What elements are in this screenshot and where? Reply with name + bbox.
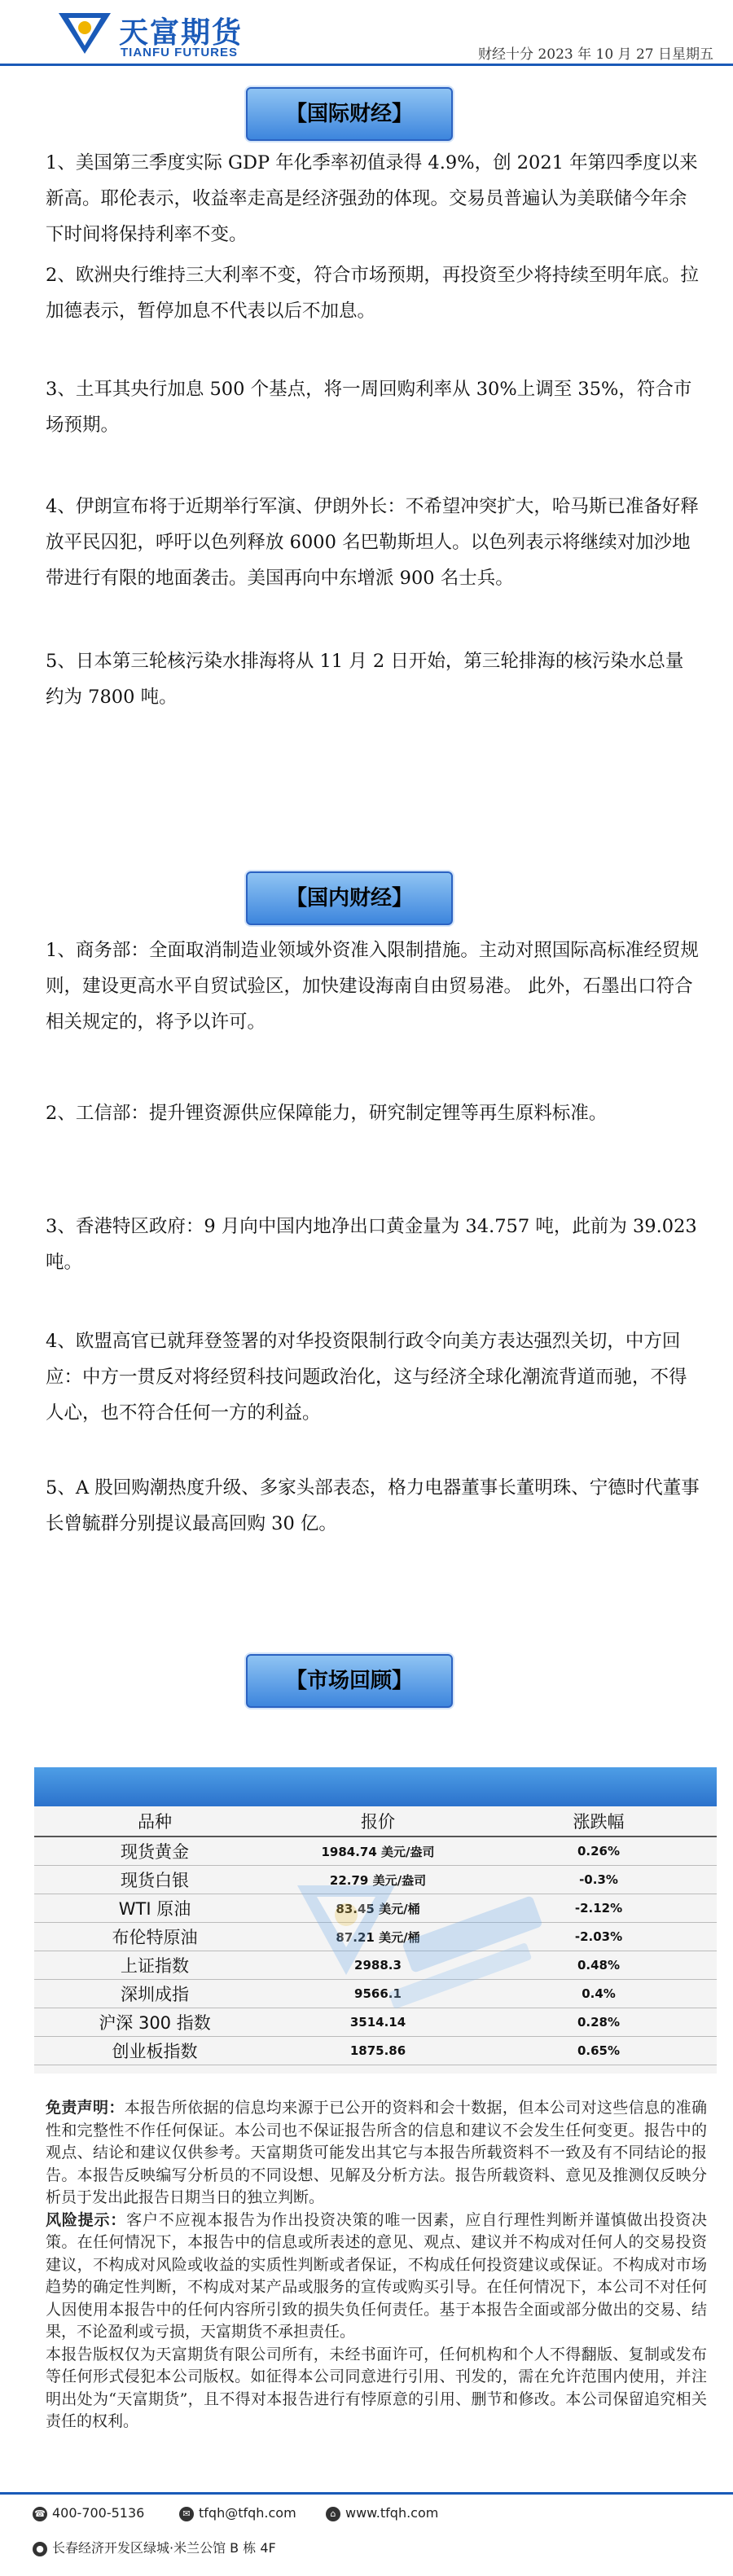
col-header-price: 报价 [275,1806,481,1837]
row-price: 1984.74 美元/盎司 [275,1837,481,1866]
dom-item-4: 4、欧盟高官已就拜登签署的对华投资限制行政令向美方表达强烈关切，中方回应：中方一贯反对将经贸科技问题政治化，这与经济全球化潮流背道而驰，不得人心，也不符合任何一方的利益。 [46,1331,687,1424]
report-date: 财经十分 2023 年 10 月 27 日星期五 [478,46,713,63]
row-price: 22.79 美元/盎司 [275,1866,481,1894]
table-row [34,1837,717,1866]
row-price: 2988.3 [275,1951,481,1980]
intl-item-1: 1、美国第三季度实际 GDP 年化季率初值录得 4.9%，创 2021 年第四季度以来新高。耶伦表示，收益率走高是经济强劲的体现。交易员普遍认为美联储今年余下时间将保持利率不变。 [46,152,698,245]
footer-divider [0,2492,733,2495]
row-change: 0.65% [481,2037,717,2065]
footer [0,2492,733,2576]
footer-email[interactable] [179,2505,296,2521]
row-change: -2.12% [481,1894,717,1923]
disclaimer-block [46,2097,707,2433]
row-price: 3514.14 [275,2008,481,2037]
row-name: 上证指数 [34,1951,275,1980]
table-header-band [34,1767,717,1806]
section-title-international: 【国际财经】 [246,87,453,141]
tianfu-logo-icon [57,10,112,55]
row-change: 0.4% [481,1980,717,2008]
table-row [34,1980,717,2008]
row-change: 0.48% [481,1951,717,1980]
risk-label: 风险提示： [46,2210,127,2229]
phone-text: 400-700-5136 [52,2505,145,2521]
col-header-name: 品种 [34,1806,275,1837]
disclaimer-text: 本报告所依据的信息均来源于已公开的资料和会十数据，但本公司对这些信息的准确性和完整性不作任何保证。本公司也不保证报告所含的信息和建议不会发生任何变更。报告中的观点、结论和建议仅供参考。天富期货可能发出其它与本报告所载资料不一致及有不同结论的报告。本报告反映编写分析员的不同设想、见解及分析方法。报告所载资料、意见及推测仅反映分析员于发出此报告日期当日的独立判断。 [46,2099,707,2206]
email-text: tfqh@tfqh.com [199,2505,296,2521]
address-text: 长春经济开发区绿城·米兰公馆 B 栋 4F [52,2540,276,2556]
intl-item-5: 5、日本第三轮核污染水排海将从 11 月 2 日开始，第三轮排海的核污染水总量约为 7800 吨。 [46,651,684,708]
table-row [34,1951,717,1980]
section-title-market: 【市场回顾】 [246,1654,453,1708]
row-name: 现货黄金 [34,1837,275,1866]
copyright-text: 本报告版权仅为天富期货有限公司所有，未经书面许可，任何机构和个人不得翻版、复制或发布等任何形式侵犯本公司版权。如征得本公司同意进行引用、刊发的，需在允许范围内使用，并注明出处为“天富期货”，且不得对本报告进行有悖原意的引用、删节和修改。本公司保留追究相关责任的权利。 [46,2345,707,2430]
section-title-domestic: 【国内财经】 [246,871,453,925]
row-name: 布伦特原油 [34,1923,275,1951]
location-pin-icon: ● [33,2542,47,2556]
brand-name-cn: 天富期货 [119,16,244,50]
row-price: 83.45 美元/桶 [275,1894,481,1923]
intl-item-3: 3、土耳其央行加息 500 个基点，将一周回购利率从 30%上调至 35%，符合市场预期。 [46,379,692,436]
row-name: WTI 原油 [34,1894,275,1923]
dom-item-2: 2、工信部：提升锂资源供应保障能力，研究制定锂等再生原料标准。 [46,1103,608,1124]
market-table [34,1767,717,2074]
phone-icon: ☎ [33,2507,47,2521]
col-header-change: 涨跌幅 [481,1806,717,1837]
logo[interactable] [47,5,251,62]
header [0,0,733,67]
brand-name-en: TIANFU FUTURES [121,46,238,59]
risk-text: 客户不应视本报告为作出投资决策的唯一因素，应自行理性判断并谨慎做出投资决策。在任何情况下，本报告中的信息或所表述的意见、观点、建议并不构成对任何人的交易投资建议，不构成对风险或收益的实质性判断或者保证，不构成任何投资建议或保证。不构成对市场趋势的确定性判断，不构成对某产品或服务的宣传或购买引导。在任何情况下，本公司不对任何人因使用本报告中的任何内容所引致的损失负任何责任。基于本报告全面或部分做出的交易、结果，不论盈利或亏损，天富期货不承担责任。 [46,2210,707,2341]
disclaimer-label: 免责声明： [46,2099,125,2117]
email-icon: ✉ [179,2507,194,2521]
row-change: 0.26% [481,1837,717,1866]
row-name: 沪深 300 指数 [34,2008,275,2037]
dom-item-5: 5、A 股回购潮热度升级、多家头部表态，格力电器董事长董明珠、宁德时代董事长曾毓群分别提议最高回购 30 亿。 [46,1477,700,1534]
dom-item-1: 1、商务部：全面取消制造业领域外资准入限制措施。主动对照国际高标准经贸规则，建设更高水平自贸试验区，加快建设海南自由贸易港。 此外，石墨出口符合相关规定的，将予以许可。 [46,940,699,1033]
footer-phone[interactable] [33,2505,144,2521]
website-text: www.tfqh.com [345,2505,439,2521]
footer-address [33,2538,276,2556]
row-change: 0.28% [481,2008,717,2037]
row-price: 9566.1 [275,1980,481,2008]
table-row [34,2008,717,2037]
row-name: 现货白银 [34,1866,275,1894]
table-row [34,1894,717,1923]
footer-website[interactable] [326,2505,438,2521]
table-row [34,1866,717,1894]
header-divider [0,64,733,66]
table-header-row [34,1806,717,1837]
web-icon: ⌂ [326,2507,340,2521]
dom-item-3: 3、香港特区政府：9 月向中国内地净出口黄金量为 34.757 吨，此前为 39.023 吨。 [46,1216,697,1273]
row-change: -2.03% [481,1923,717,1951]
table-row [34,2037,717,2065]
row-name: 深圳成指 [34,1980,275,2008]
row-price: 87.21 美元/桶 [275,1923,481,1951]
row-price: 1875.86 [275,2037,481,2065]
intl-item-2: 2、欧洲央行维持三大利率不变，符合市场预期，再投资至少将持续至明年底。拉加德表示，暂停加息不代表以后不加息。 [46,265,699,322]
row-name: 创业板指数 [34,2037,275,2065]
market-table-grid [34,1806,717,2065]
row-change: -0.3% [481,1866,717,1894]
intl-item-4: 4、伊朗宣布将于近期举行军演、伊朗外长：不希望冲突扩大，哈马斯已准备好释放平民囚犯，呼吁以色列释放 6000 名巴勒斯坦人。以色列表示将继续对加沙地带进行有限的地面袭击。美国再向中东增派 900 名士兵。 [46,496,699,589]
table-row [34,1923,717,1951]
